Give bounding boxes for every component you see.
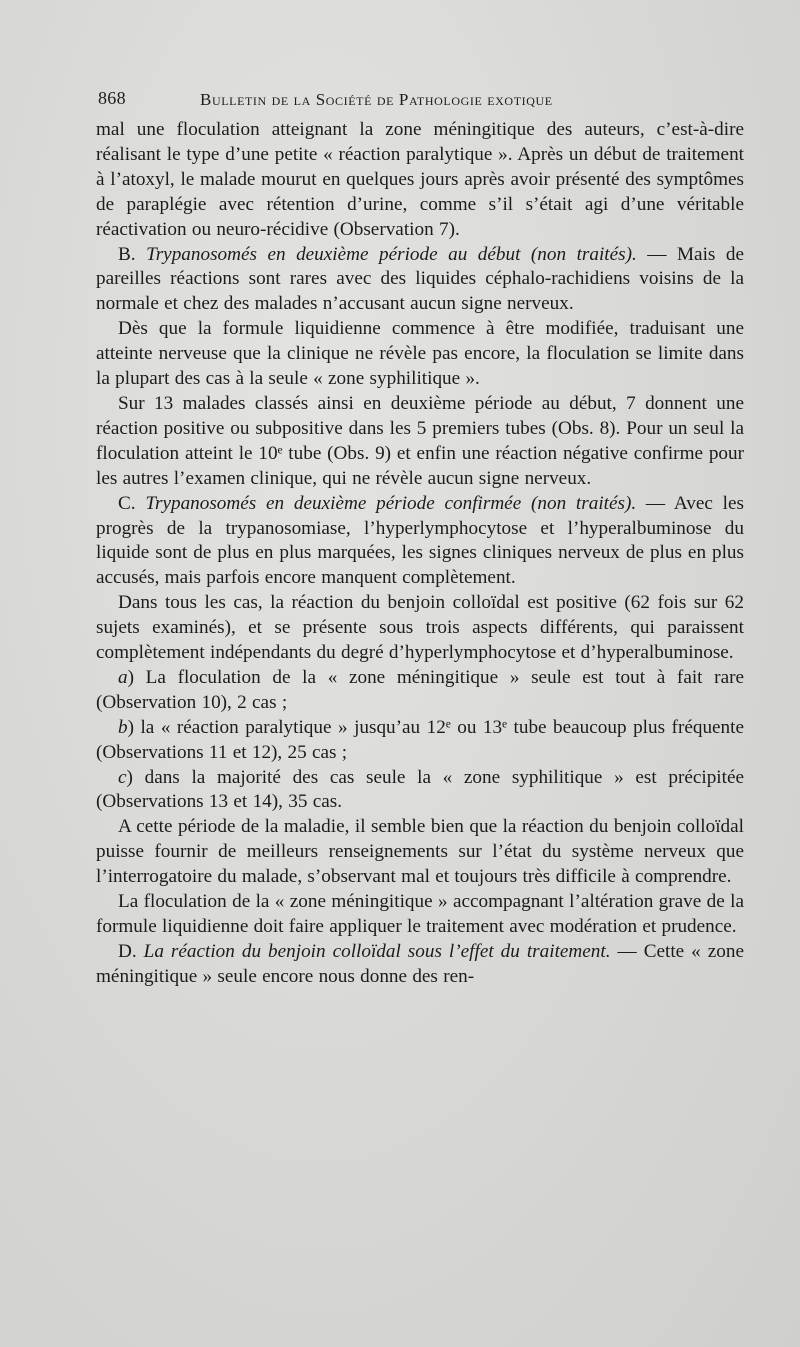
paragraph [96,243,744,318]
paragraph [96,815,744,890]
paragraph-text: — Avec les progrès de la trypanosomiase, l’hyperlymphocytose et l’hyperalbuminose du liquide sont de plus en plus marquées, les signes cliniques nerveux de plus en plus accusés, mais parfois encore manquent complètement. [96,492,744,589]
paragraph [96,766,744,816]
italic-text: c [118,766,127,788]
paragraph-text: A cette période de la maladie, il semble bien que la réaction du benjoin colloïdal puisse fournir de meilleurs renseignements sur l’état du système nerveux que l’interrogatoire du malade, s’observant mal et toujours très difficile à comprendre. [96,816,744,888]
paragraph [96,492,744,592]
paragraph-text: — Mais de pareilles réactions sont rares avec des liquides céphalo-rachidiens voisins de la normale et chez des malades n’accusant aucun signe nerveux. [96,243,744,315]
paragraph-text: Dès que la formule liquidienne commence à être modifiée, traduisant une atteinte nerveuse que la clinique ne révèle pas encore, la floculation se limite dans la plupart des cas à la seule « zone syphilitique ». [96,318,744,390]
italic-text: b [118,716,128,738]
italic-text: Trypanosomés en deuxième période confirmée (non traités). [145,492,637,514]
italic-text: Trypanosomés en deuxième période au début (non traités). [146,243,637,265]
document-page [96,84,744,990]
paragraph-text: ) La floculation de la « zone méningitique » seule est tout à fait rare (Observation 10), 2 cas ; [96,666,744,713]
page-header [96,84,744,118]
paragraph [96,666,744,716]
body-text [96,118,744,990]
paragraph [96,118,744,243]
paragraph-text: La floculation de la « zone méningitique » accompagnant l’altération grave de la formule liquidienne doit faire appliquer le traitement avec modération et prudence. [96,891,744,937]
italic-text: a [118,666,128,688]
paragraph [96,940,744,990]
paragraph-text: B. [118,243,147,265]
paragraph-text: ) dans la majorité des cas seule la « zone syphilitique » est précipitée (Observations 13 et 14), 35 cas. [96,766,744,813]
paragraph [96,392,744,492]
running-title: Bulletin de la Société de Pathologie exotique [200,90,553,109]
paragraph [96,890,744,940]
paragraph-text: C. [118,492,146,514]
paragraph [96,591,744,666]
paragraph-text: ) la « réaction paralytique » jusqu’au 12ᵉ ou 13ᵉ tube beaucoup plus fréquente (Observations 11 et 12), 25 cas ; [96,716,744,763]
paragraph-text: Sur 13 malades classés ainsi en deuxième période au début, 7 donnent une réaction positive ou subpositive dans les 5 premiers tubes (Obs. 8). Pour un seul la floculation atteint le 10ᵉ tube (Obs. 9) et enfin une réaction négative confirme pour les autres l’examen clinique, qui ne révèle aucun signe nerveux. [96,392,744,489]
paragraph-text: mal une floculation atteignant la zone méningitique des auteurs, c’est-à-dire réalisant le type d’une petite « réaction paralytique ». Après un début de traitement à l’atoxyl, le malade mourut en quelques jours après avoir présenté des symptômes de paraplégie avec rétention d’urine, comme s’il s’était agi d’une véritable réactivation ou neuro-récidive (Observation 7). [96,119,744,240]
paragraph-text: Dans tous les cas, la réaction du benjoin colloïdal est positive (62 fois sur 62 sujets examinés), et se présente sous trois aspects différents, qui paraissent complètement indépendants du degré d’hyperlymphocytose et d’hyperalbuminose. [96,592,744,664]
paragraph-text: — Cette « zone méningitique » seule encore nous donne des ren- [96,940,744,987]
page-number: 868 [98,88,126,108]
paragraph [96,716,744,766]
paragraph [96,317,744,392]
paragraph-text: D. [118,940,144,962]
italic-text: La réaction du benjoin colloïdal sous l’effet du traitement. [143,940,611,962]
